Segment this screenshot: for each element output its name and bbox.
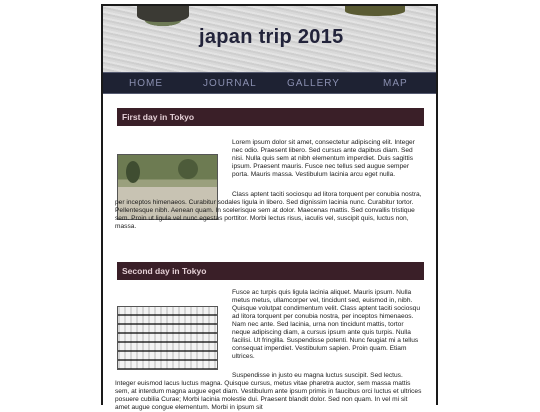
section-heading: First day in Tokyo bbox=[117, 108, 424, 126]
section-heading: Second day in Tokyo bbox=[117, 262, 424, 280]
nav-journal[interactable]: JOURNAL bbox=[203, 77, 257, 89]
sake-barrels-photo bbox=[117, 306, 218, 370]
header-banner bbox=[103, 6, 436, 72]
garden-moss-image bbox=[345, 6, 405, 16]
main-nav bbox=[103, 72, 436, 94]
site-title: japan trip 2015 bbox=[199, 26, 344, 48]
section-paragraph: Class aptent taciti sociosqu ad litora torquent per conubia nostra, per inceptos himenaeos. Curabitur sodales ligula in libero. Sed dignissim lacinia nunc. Curabitur tortor. Pellentesque nibh. Aenean quam. In scelerisque sem at dolor. Maecenas mattis. Sed convallis tristique sem. Proin ut ligula vel nunc egestas porttitor. Morbi lectus risus, iaculis vel, suscipit quis, luctus non, massa. bbox=[115, 191, 422, 230]
page-frame bbox=[101, 4, 438, 411]
section-paragraph: Fusce ac turpis quis ligula lacinia aliquet. Mauris ipsum. Nulla metus metus, ullamcorper vel, tincidunt sed, euismod in, nibh. Quisque volutpat condimentum velit. Class aptent taciti sociosqu ad litora torquent per conubia nostra, per inceptos himenaeos. Nam nec ante. Sed lacinia, urna non tincidunt mattis, tortor neque adipiscing diam, a cursus ipsum ante quis turpis. Nulla facilisi. Ut fringilla. Suspendisse potenti. Nunc feugiat mi a tellus consequat imperdiet. Vestibulum sapien. Proin quam. Etiam ultrices. bbox=[232, 289, 421, 360]
section-paragraph: Suspendisse in justo eu magna luctus suscipit. Sed lectus. Integer euismod lacus luctus magna. Quisque cursus, metus vitae pharetra auctor, sem massa mattis sem, at interdum magna augue eget diam. Vestibulum ante ipsum primis in faucibus orci luctus et ultrices posuere cubilia Curae; Morbi lacinia molestie dui. Praesent blandit dolor. Sed non quam. In vel mi sit amet augue congue elementum. Morbi in ipsum sit bbox=[115, 372, 422, 411]
nav-home[interactable]: HOME bbox=[129, 77, 163, 89]
nav-map[interactable]: MAP bbox=[383, 77, 408, 89]
nav-gallery[interactable]: GALLERY bbox=[287, 77, 340, 89]
section-paragraph: Lorem ipsum dolor sit amet, consectetur adipiscing elit. Integer nec odio. Praesent libero. Sed cursus ante dapibus diam. Sed nisi. Nulla quis sem at nibh elementum imperdiet. Duis sagittis ipsum. Praesent mauris. Fusce nec tellus sed augue semper porta. Mauris massa. Vestibulum lacinia arcu eget nulla. bbox=[232, 139, 415, 178]
garden-rock-image bbox=[137, 6, 189, 22]
